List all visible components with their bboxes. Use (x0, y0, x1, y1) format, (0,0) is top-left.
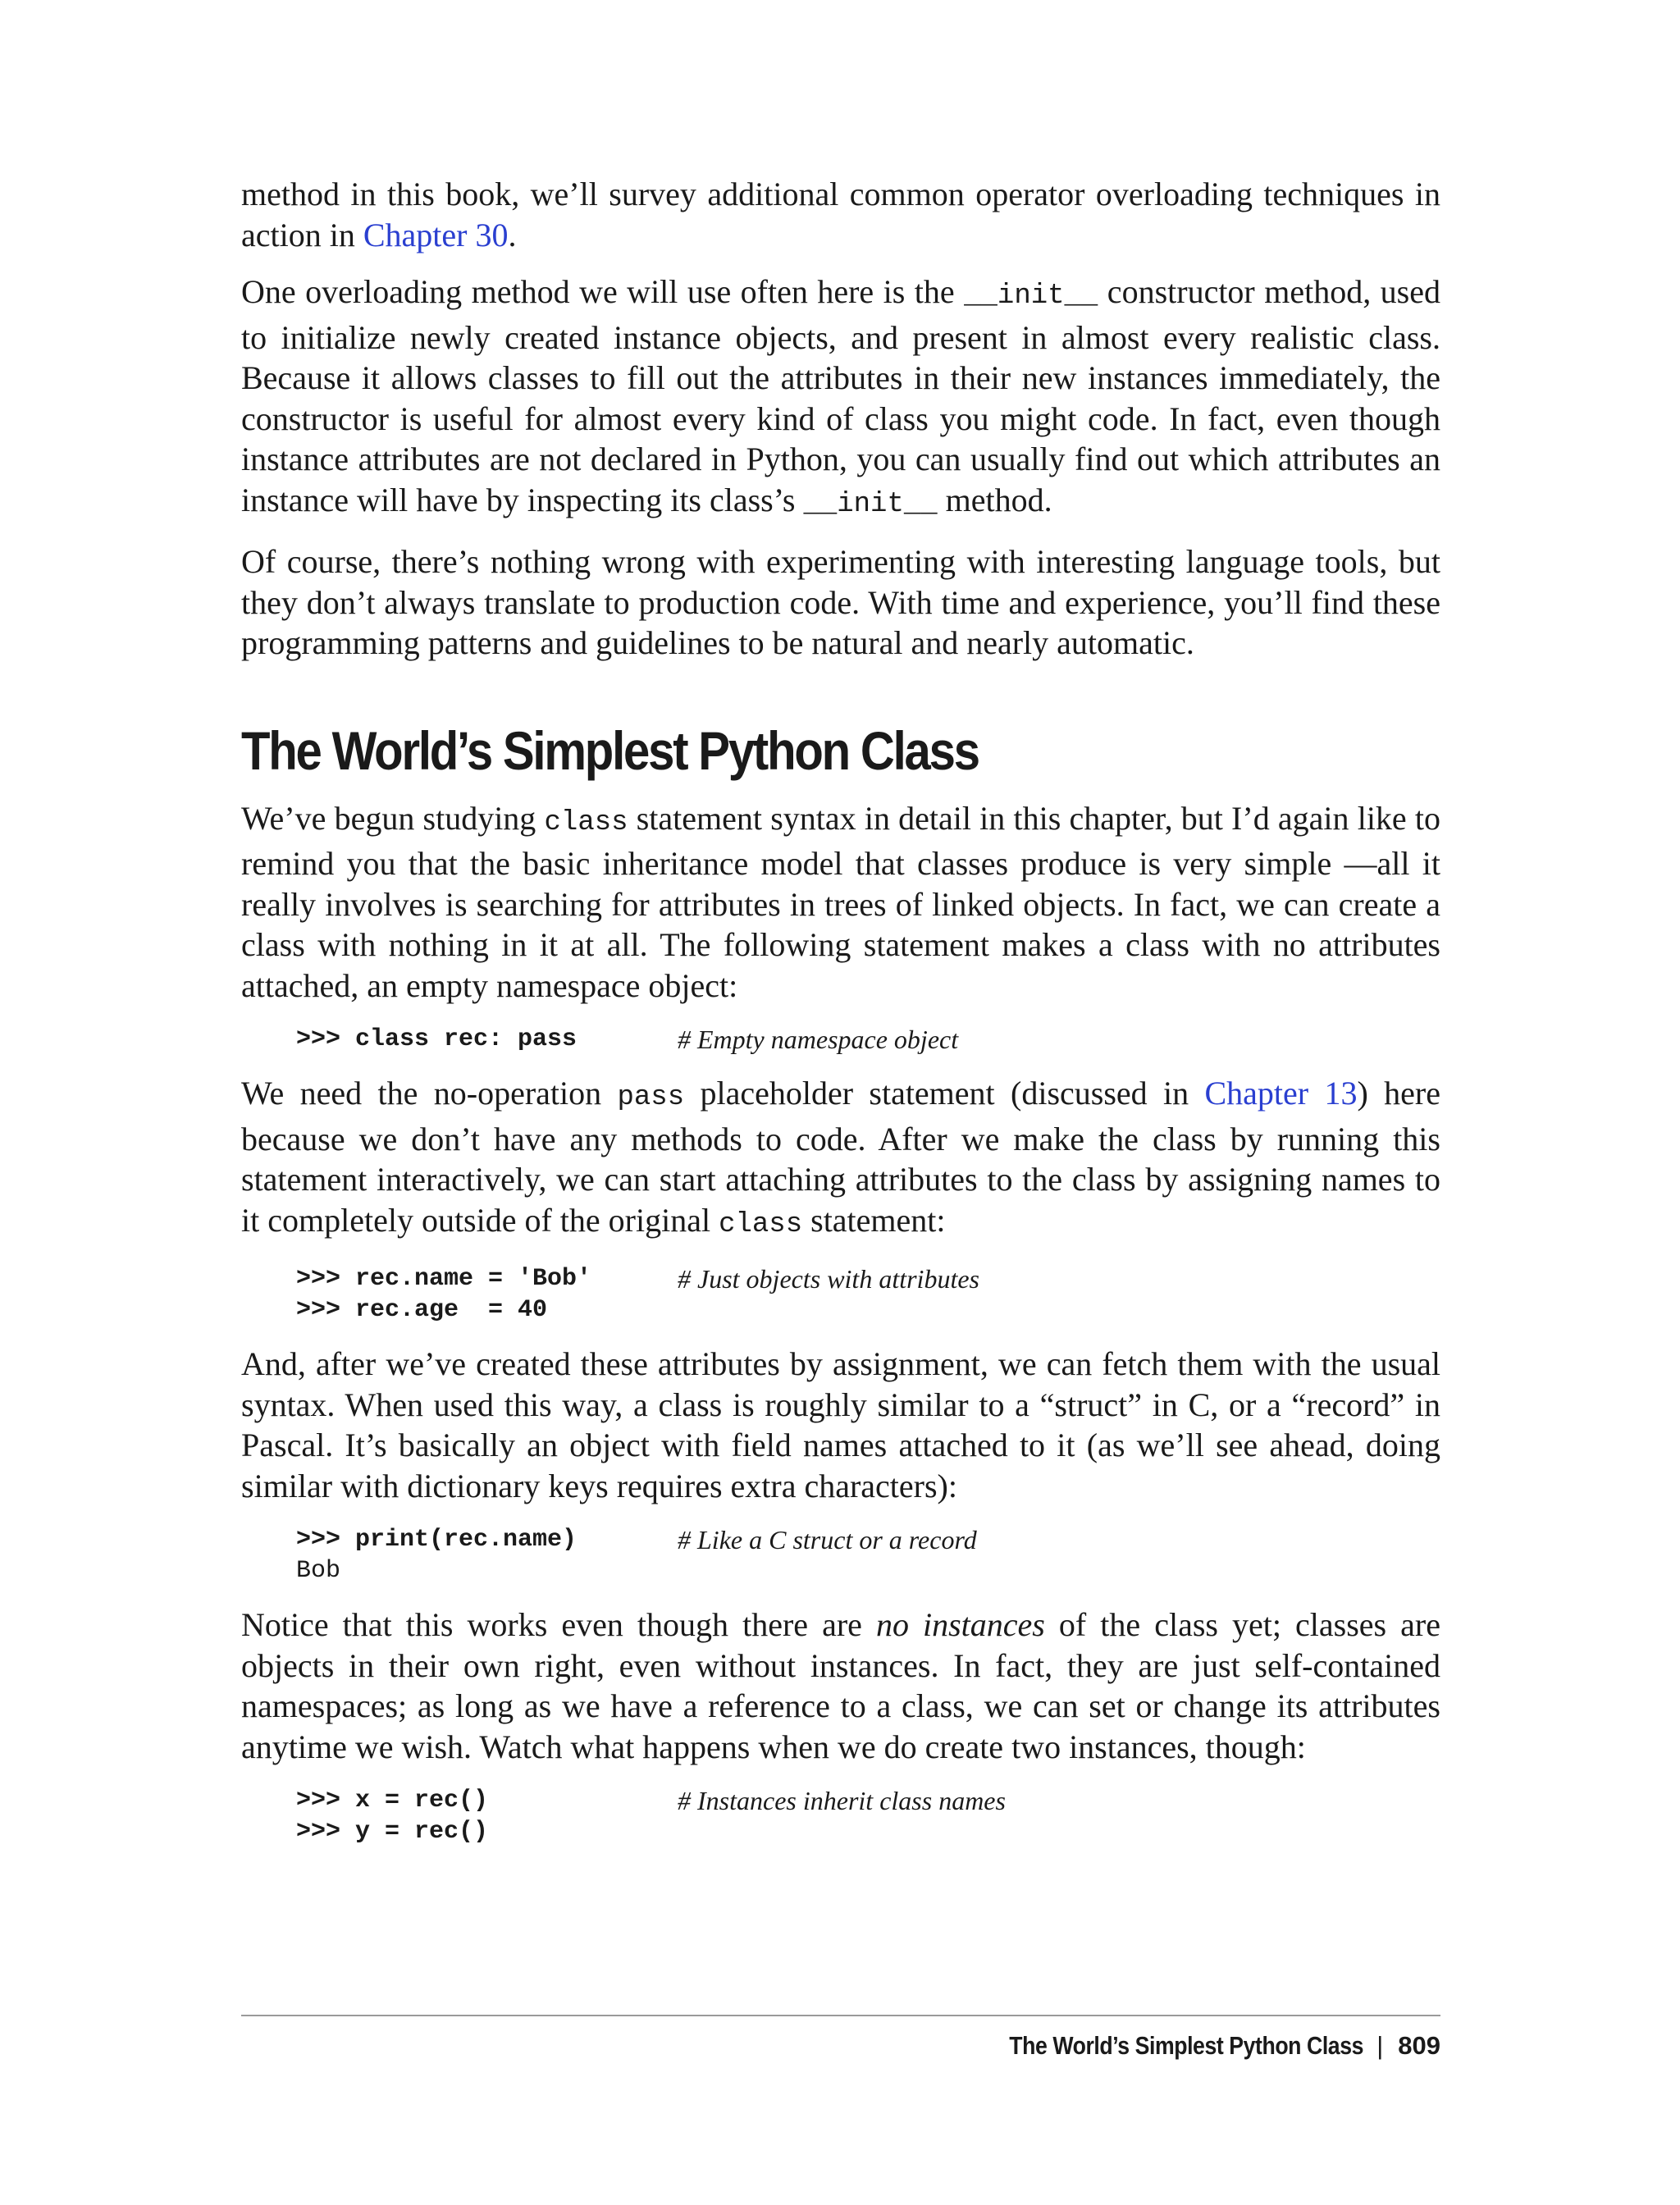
text-run: statement: (802, 1201, 946, 1239)
text-run: ) here because we don’t have any methods to code. After we make the class by running this statement interactively, we can start attaching attributes to the class by assigning names to it completely outside of the original (241, 1075, 1440, 1239)
inline-code-pass: pass (617, 1082, 685, 1113)
code-comment: # Just objects with attributes (678, 1264, 979, 1294)
text-run: . (508, 216, 517, 253)
footer-separator: | (1376, 2031, 1384, 2060)
footer-rule (241, 2015, 1440, 2016)
code-block-print (296, 1524, 1440, 1586)
code-block-instances (296, 1785, 1440, 1847)
paragraph-experimenting: Of course, there’s nothing wrong with experimenting with interesting language tools, but they don’t always translate to production code. With time and experience, you’ll find these programming patterns and guidelines to be natural and nearly automatic. (241, 543, 1440, 661)
code-source: >>> print(rec.name) (296, 1526, 578, 1554)
paragraph-operator-overloading (241, 174, 1440, 255)
text-run: We need the no-operation (241, 1075, 618, 1112)
code-line (296, 1294, 1440, 1326)
text-run: We’ve begun studying (241, 799, 545, 837)
code-line (296, 1785, 1440, 1816)
paragraph-init-constructor (241, 272, 1440, 525)
inline-code-init: __init__ (964, 281, 1098, 312)
code-source: >>> rec.name = 'Bob' (296, 1265, 592, 1293)
text-run: method in this book, we’ll survey additional common operator overloading techniques in action in (241, 176, 1440, 253)
code-line (296, 1024, 1440, 1055)
code-line (296, 1524, 1440, 1555)
page-content (241, 174, 1440, 1865)
emphasis-no-instances: no instances (875, 1606, 1045, 1643)
code-source: >>> x = rec() (296, 1787, 489, 1815)
text-run: Notice that this works even though there are (241, 1606, 876, 1643)
text-run: method. (937, 481, 1052, 518)
page-footer (952, 2029, 1440, 2062)
inline-code-class: class (719, 1208, 803, 1240)
chapter-13-link[interactable]: Chapter 13 (1204, 1075, 1358, 1112)
code-comment: # Like a C struct or a record (678, 1525, 977, 1554)
text-run: One overloading method we will use often here is the (241, 273, 965, 310)
paragraph-pass-statement (241, 1073, 1440, 1245)
code-line (296, 1263, 1440, 1294)
section-heading: The World’s Simplest Python Class (241, 719, 979, 781)
paragraph-class-syntax (241, 798, 1440, 1007)
code-source: >>> y = rec() (296, 1818, 489, 1846)
code-block-attributes (296, 1263, 1440, 1326)
inline-code-init: __init__ (803, 488, 938, 520)
code-comment: # Instances inherit class names (678, 1786, 1006, 1815)
code-comment: # Empty namespace object (678, 1025, 959, 1054)
text-run: statement syntax in detail in this chapter, but I’d again like to remind you that the basic inheritance model that classes produce is very simple —all it really involves is searching for attributes in trees of linked objects. In fact, we can create a class with nothing in it at all. The following statement makes a class with no attributes attached, an empty namespace object: (241, 799, 1440, 1004)
code-output: Bob (296, 1557, 341, 1585)
code-source: >>> rec.age = 40 (296, 1296, 548, 1324)
page-number: 809 (1398, 2031, 1440, 2060)
code-source: >>> class rec: pass (296, 1025, 578, 1053)
inline-code-class: class (544, 806, 628, 838)
text-run: constructor method, used to initialize newly created instance objects, and present in almost every realistic class. Because it allows classes to fill out the attributes in their new instances immediately, the constructor is useful for almost every kind of class you might code. In fact, even though instance attributes are not declared in Python, you can usually find out which attributes an instance will have by inspecting its class’s (241, 273, 1440, 518)
code-line (296, 1555, 1440, 1586)
code-line (296, 1816, 1440, 1847)
text-run: of the class yet; classes are objects in their own right, even without instances. In fact, they are just self-contained namespaces; as long as we have a reference to a class, we can set or change its attributes anytime we wish. Watch what happens when we do create two instances, though: (241, 1606, 1440, 1765)
paragraph-no-instances (241, 1605, 1440, 1767)
running-footer-title: The World’s Simplest Python Class (1009, 2031, 1364, 2060)
text-run: placeholder statement (discussed in (684, 1075, 1205, 1112)
code-block-empty-class (296, 1024, 1440, 1055)
chapter-30-link[interactable]: Chapter 30 (363, 216, 509, 253)
paragraph-struct-record: And, after we’ve created these attributes by assignment, we can fetch them with the usual syntax. When used this way, a class is roughly similar to a “struct” in C, or a “record” in Pascal. It’s basically an object with field names attached to it (as we’ll see ahead, doing similar with dictionary keys requires extra characters): (241, 1345, 1440, 1504)
